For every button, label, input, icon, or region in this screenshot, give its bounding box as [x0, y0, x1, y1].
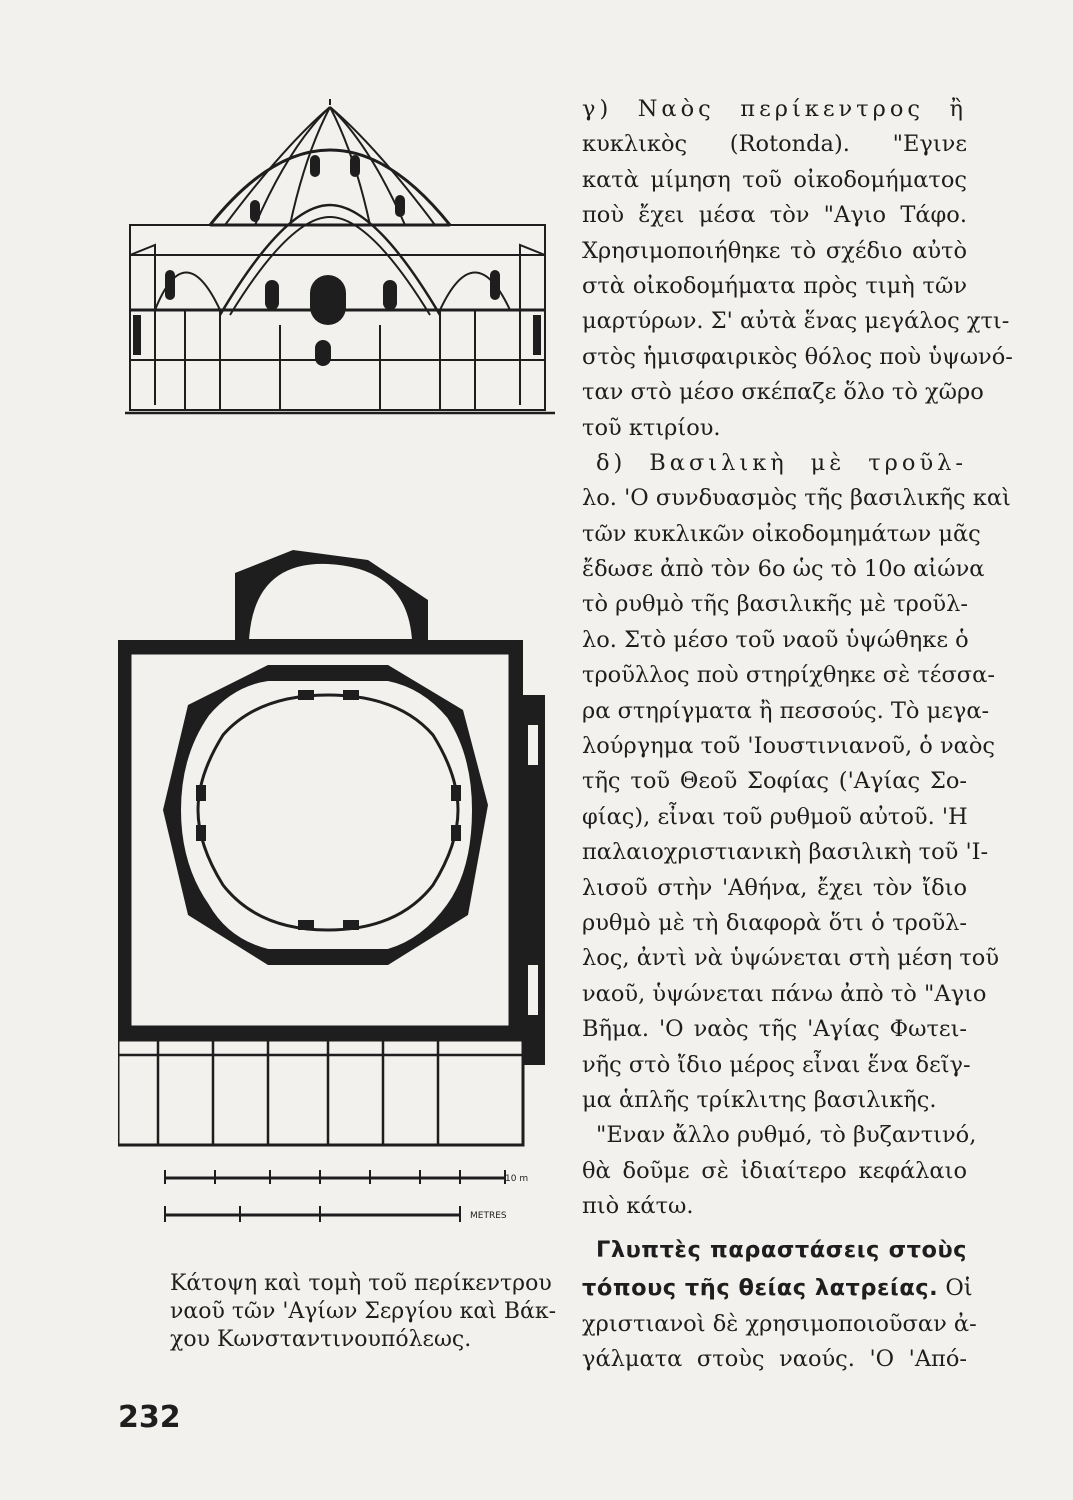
text-line: κυκλικὸς (Rotonda). "Εγινε — [582, 131, 967, 158]
sculpture-heading-text: τόπους τῆς θείας λατρείας. — [582, 1274, 939, 1301]
text-line: τῶν κυκλικῶν οἰκοδομημάτων μᾶς — [582, 520, 981, 547]
sculpture-heading-line-2 — [582, 1269, 973, 1307]
section-heading-d: δ) Βασιλικὴ μὲ τροῦλ- — [596, 449, 967, 476]
text-line: τροῦλλος ποὺ στηρίχθηκε σὲ τέσσα- — [582, 662, 995, 689]
text-line: λούργημα τοῦ 'Ιουστινιανοῦ, ὁ ναὸς — [582, 733, 995, 760]
text-line: τῆς τοῦ Θεοῦ Σοφίας ('Αγίας Σο- — [582, 768, 967, 795]
text-line: μαρτύρων. Σ' αὐτὰ ἕνας μεγάλος χτι- — [582, 308, 1010, 335]
church-section-drawing — [125, 95, 555, 425]
text-line: λος, ἀντὶ νὰ ὑψώνεται στὴ μέση τοῦ — [582, 945, 1000, 972]
section-heading-g: γ) Ναὸς περίκεντρος ἢ — [582, 96, 967, 122]
text-line: θὰ δοῦμε σὲ ἰδιαίτερο κεφάλαιο — [582, 1157, 967, 1184]
text-line: λο. Στὸ μέσο τοῦ ναοῦ ὑψώθηκε ὁ — [582, 626, 969, 653]
text-line: τὸ ρυθμὸ τῆς βασιλικῆς μὲ τροῦλ- — [582, 591, 968, 618]
text-line: "Εναν ἄλλο ρυθμό, τὸ βυζαντινό, — [596, 1122, 977, 1149]
text-line: χριστιανοὶ δὲ χρησιμοποιοῦσαν ἀ- — [582, 1310, 977, 1337]
church-floor-plan-drawing — [118, 545, 553, 1150]
scale-label-top: 10 m — [505, 1174, 529, 1184]
sculpture-heading-line-1: Γλυπτὲς παραστάσεις στοὺς — [596, 1236, 967, 1263]
text-line: ρα στηρίγματα ἢ πεσσούς. Τὸ μεγα- — [582, 697, 990, 724]
text-line: λισοῦ στὴν 'Αθήνα, ἔχει τὸν ἴδιο — [582, 874, 967, 901]
text-line: νῆς στὸ ἴδιο μέρος εἶναι ἕνα δεῖγ- — [582, 1051, 971, 1078]
caption-line: Κάτοψη καὶ τομὴ τοῦ περίκεντρου — [170, 1271, 552, 1296]
text-line: στὸς ἡμισφαιρικὸς θόλος ποὺ ὑψωνό- — [582, 343, 1013, 370]
text-line: ἔδωσε ἀπὸ τὸν 6ο ὡς τὸ 10ο αἰώνα — [582, 556, 985, 583]
text-line: κατὰ μίμηση τοῦ οἰκοδομήματος — [582, 166, 967, 193]
text-line: στὰ οἰκοδομήματα πρὸς τιμὴ τῶν — [582, 272, 967, 299]
scale-bars — [160, 1160, 545, 1230]
text-line: Χρησιμοποιήθηκε τὸ σχέδιο αὐτὸ — [582, 237, 967, 264]
text-line: φίας), εἶναι τοῦ ρυθμοῦ αὐτοῦ. 'Η — [582, 803, 968, 830]
caption-line: ναοῦ τῶν 'Αγίων Σεργίου καὶ Βάκ- — [170, 1299, 557, 1324]
text-line: ναοῦ, ὑψώνεται πάνω ἀπὸ τὸ "Αγιο — [582, 980, 987, 1007]
page-number: 232 — [118, 1400, 181, 1435]
sculpture-heading-tail: Οἱ — [945, 1274, 973, 1301]
caption-line: χου Κωνσταντινουπόλεως. — [170, 1327, 472, 1352]
text-line: τοῦ κτιρίου. — [582, 414, 721, 441]
text-line: ρυθμὸ μὲ τὴ διαφορὰ ὅτι ὁ τροῦλ- — [582, 909, 967, 936]
text-line: παλαιοχριστιανικὴ βασιλικὴ τοῦ 'Ι- — [582, 839, 989, 866]
text-line: γάλματα στοὺς ναούς. 'Ο 'Από- — [582, 1345, 967, 1372]
text-line: λο. 'Ο συνδυασμὸς τῆς βασιλικῆς καὶ — [582, 485, 1011, 512]
text-line: μα ἁπλῆς τρίκλιτης βασιλικῆς. — [582, 1086, 937, 1113]
text-line: πιὸ κάτω. — [582, 1193, 694, 1220]
body-text-column — [582, 92, 1013, 1377]
scale-label-bottom: METRES — [470, 1211, 507, 1221]
dome-outline — [210, 150, 450, 225]
text-line: ταν στὸ μέσο σκέπαζε ὅλο τὸ χῶρο — [582, 379, 984, 406]
figure-caption — [170, 1270, 557, 1354]
text-line: Βῆμα. 'Ο ναὸς τῆς 'Αγίας Φωτει- — [582, 1016, 967, 1043]
text-line: ποὺ ἔχει μέσα τὸν "Αγιο Τάφο. — [582, 202, 967, 229]
